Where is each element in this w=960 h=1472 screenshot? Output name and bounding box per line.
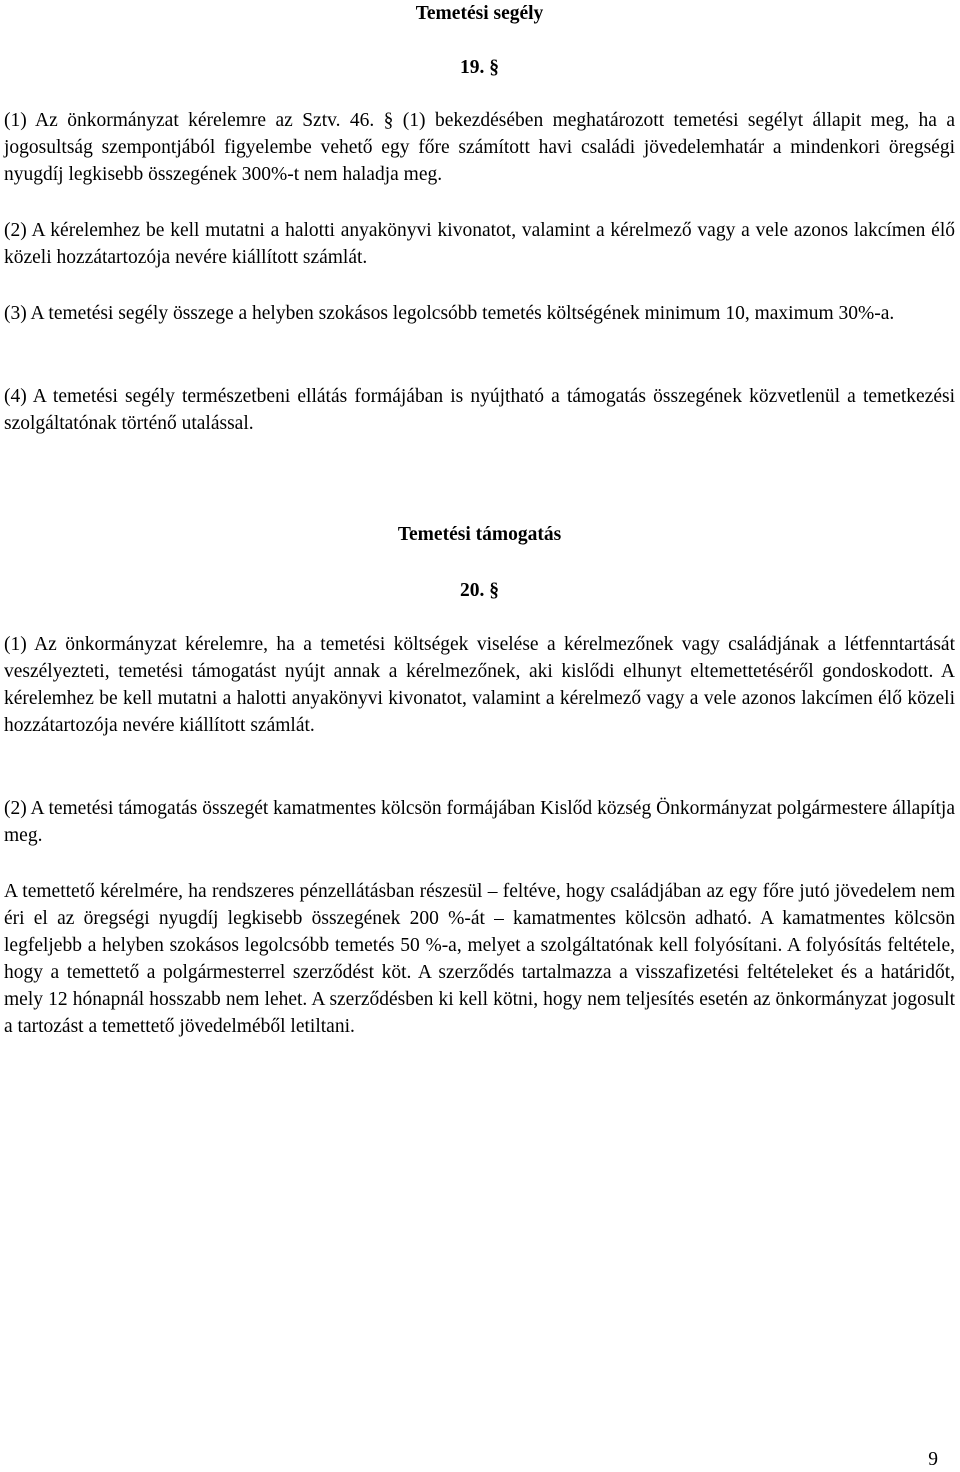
paragraph-20-3: A temettető kérelmére, ha rendszeres pénzellátásban részesül – feltéve, hogy családjában az egy főre jutó jövedelem nem éri el az öregségi nyugdíj legkisebb összegének 200 %-át – kamatmentes kölcsön adható. A kamatmentes kölcsön legfeljebb a helyben szokásos legolcsóbb temetés 50 %-a, melyet a szolgáltatónak kell folyósítani. A folyósítás feltétele, hogy a temettető a polgármesterrel szerződést köt. A szerződés tartalmazza a visszafizetési feltételeket és a határidőt, mely 12 hónapnál hosszabb nem lehet. A szerződésben ki kell kötni, hogy nem teljesítés esetén az önkormányzat jogosult a tartozást a temettető jövedelméből letiltani. — [4, 881, 955, 1037]
paragraph-19-2: (2) A kérelemhez be kell mutatni a halotti anyakönyvi kivonatot, valamint a kérelmező vagy a vele azonos lakcímen élő közeli hozzátartozója nevére kiállított számlát. — [4, 220, 955, 268]
section-number-20: 20. § — [460, 580, 499, 601]
paragraph-19-4: (4) A temetési segély természetbeni ellátás formájában is nyújtható a támogatás összegének közvetlenül a temetkezési szolgáltatónak történő utalással. — [4, 386, 955, 434]
paragraph-19-1: (1) Az önkormányzat kérelemre az Sztv. 46. § (1) bekezdésében meghatározott temetési segélyt állapit meg, ha a jogosultság szempontjából figyelembe vehető egy főre számított havi családi jövedelemhatár a mindenkori öregségi nyugdíj legkisebb összegének 300%-t nem haladja meg. — [4, 110, 955, 185]
page-number: 9 — [928, 1449, 938, 1470]
paragraph-20-1: (1) Az önkormányzat kérelemre, ha a temetési költségek viselése a kérelmezőnek vagy családjának a létfenntartását veszélyezteti, temetési támogatást nyújt annak a kérelmezőnek, aki kislődi elhunyt eltemettetéséről gondoskodott. A kérelemhez be kell mutatni a halotti anyakönyvi kivonatot, valamint a kérelmező vagy a vele azonos lakcímen élő közeli hozzátartozója nevére kiállított számlát. — [4, 634, 955, 736]
paragraph-19-3: (3) A temetési segély összege a helyben szokásos legolcsóbb temetés költségének minimum 10, maximum 30%-a. — [4, 303, 895, 324]
section-number-19: 19. § — [460, 57, 499, 78]
section-title-temetesi-tamogatas: Temetési támogatás — [397, 524, 562, 545]
paragraph-20-2: (2) A temetési támogatás összegét kamatmentes kölcsön formájában Kislőd község Önkormányzat polgármestere állapítja meg. — [4, 798, 955, 846]
section-title-temetesi-segely: Temetési segély — [415, 3, 544, 24]
